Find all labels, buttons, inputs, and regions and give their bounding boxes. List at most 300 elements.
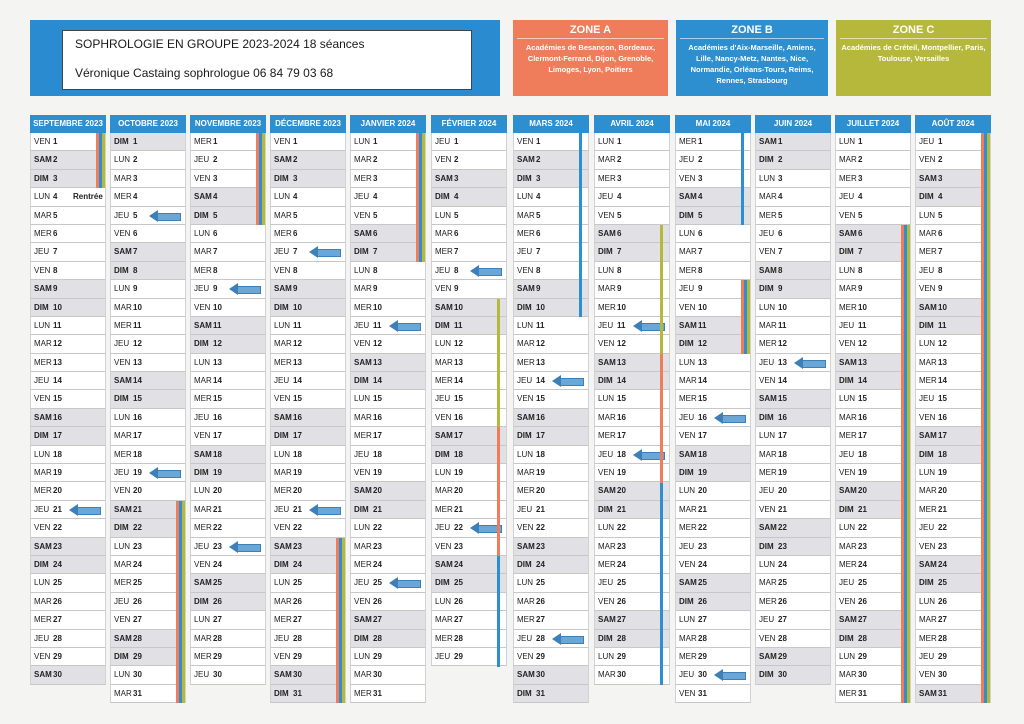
day-row (350, 648, 426, 666)
day-number: 29 (454, 651, 463, 661)
day-number: 21 (617, 504, 626, 514)
day-row (835, 133, 911, 151)
weekday-label: DIM (435, 320, 450, 330)
day-number: 8 (293, 265, 298, 275)
day-row (835, 648, 911, 666)
day-number: 14 (53, 376, 62, 386)
day-row (675, 280, 751, 298)
day-row (431, 280, 507, 298)
weekday-label: DIM (919, 449, 934, 459)
weekday-label: SAM (274, 412, 292, 422)
day-row (270, 207, 346, 225)
weekday-label: DIM (354, 247, 369, 257)
day-number: 4 (617, 192, 622, 202)
day-row (755, 482, 831, 500)
day-row (110, 666, 186, 684)
day-row (835, 170, 911, 188)
day-number: 5 (617, 210, 622, 220)
weekday-label: SAM (679, 578, 697, 588)
day-row (675, 207, 751, 225)
day-row (190, 630, 266, 648)
day-number: 1 (53, 137, 58, 146)
day-number: 25 (213, 578, 222, 588)
day-row (190, 133, 266, 151)
day-row (675, 133, 751, 151)
day-number: 29 (213, 651, 222, 661)
day-row (270, 317, 346, 335)
weekday-label: DIM (919, 320, 934, 330)
day-number: 21 (53, 504, 62, 514)
weekday-label: DIM (759, 541, 774, 551)
day-number: 6 (213, 228, 218, 238)
weekday-label: JEU (354, 320, 370, 330)
weekday-label: SAM (354, 486, 372, 496)
day-row (513, 188, 589, 206)
weekday-label: MAR (839, 412, 857, 422)
day-number: 9 (858, 284, 863, 294)
weekday-label: MER (114, 449, 132, 459)
day-number: 30 (698, 670, 707, 680)
weekday-label: MAR (839, 284, 857, 294)
day-number: 15 (698, 394, 707, 404)
day-row (915, 666, 991, 684)
day-row (915, 519, 991, 537)
day-row (915, 207, 991, 225)
weekday-label: MER (839, 559, 857, 569)
day-row (513, 611, 589, 629)
weekday-label: LUN (114, 284, 131, 294)
weekday-label: DIM (517, 431, 532, 441)
day-number: 17 (373, 431, 382, 441)
weekday-label: VEN (114, 357, 131, 367)
day-row (513, 262, 589, 280)
day-number: 5 (133, 210, 138, 220)
weekday-label: LUN (679, 486, 696, 496)
day-number: 10 (858, 302, 867, 312)
day-number: 11 (133, 320, 142, 330)
day-number: 2 (133, 155, 138, 165)
day-number: 2 (938, 155, 943, 165)
weekday-label: LUN (274, 578, 291, 588)
day-number: 30 (53, 670, 62, 680)
weekday-label: MER (354, 173, 372, 183)
day-number: 6 (778, 228, 783, 238)
day-number: 10 (778, 302, 787, 312)
day-row (30, 538, 106, 556)
day-row (675, 409, 751, 427)
day-number: 9 (698, 284, 703, 294)
zone-c-title: ZONE C (840, 20, 987, 39)
day-row (915, 225, 991, 243)
day-number: 5 (454, 210, 459, 220)
weekday-label: MAR (114, 173, 132, 183)
day-row (270, 685, 346, 703)
weekday-label: VEN (759, 376, 776, 386)
day-row (30, 611, 106, 629)
day-row (513, 482, 589, 500)
day-row (270, 299, 346, 317)
day-number: 8 (53, 265, 58, 275)
weekday-label: DIM (274, 431, 289, 441)
weekday-label: VEN (354, 596, 371, 606)
weekday-label: MER (919, 376, 937, 386)
weekday-label: VEN (354, 468, 371, 478)
day-number: 10 (454, 302, 463, 312)
weekday-label: JEU (435, 265, 451, 275)
day-number: 16 (454, 412, 463, 422)
day-number: 11 (938, 320, 947, 330)
day-row (755, 611, 831, 629)
day-row (755, 593, 831, 611)
day-number: 7 (938, 247, 943, 257)
day-number: 24 (53, 559, 62, 569)
weekday-label: LUN (274, 320, 291, 330)
weekday-label: LUN (354, 265, 371, 275)
day-row (915, 538, 991, 556)
day-number: 27 (858, 615, 867, 625)
day-number: 15 (938, 394, 947, 404)
weekday-label: JEU (839, 192, 855, 202)
day-number: 7 (373, 247, 378, 257)
weekday-label: SAM (839, 357, 857, 367)
day-row (30, 593, 106, 611)
day-number: 9 (133, 284, 138, 294)
weekday-label: JEU (274, 504, 290, 514)
day-row (675, 630, 751, 648)
weekday-label: VEN (114, 615, 131, 625)
day-number: 13 (938, 357, 947, 367)
day-number: 14 (617, 376, 626, 386)
day-number: 20 (536, 486, 545, 496)
weekday-label: DIM (114, 651, 129, 661)
weekday-label: LUN (759, 431, 776, 441)
holiday-bar (907, 225, 910, 703)
weekday-label: VEN (679, 302, 696, 312)
day-number: 17 (133, 431, 142, 441)
day-row (755, 225, 831, 243)
day-row (190, 427, 266, 445)
weekday-label: DIM (34, 431, 49, 441)
day-row (675, 372, 751, 390)
day-row (835, 593, 911, 611)
day-row (30, 574, 106, 592)
day-row (431, 133, 507, 151)
day-row (110, 170, 186, 188)
weekday-label: MAR (274, 596, 292, 606)
day-row (350, 317, 426, 335)
day-row (675, 648, 751, 666)
day-row (594, 611, 670, 629)
weekday-label: VEN (679, 559, 696, 569)
day-number: 10 (536, 302, 545, 312)
weekday-label: MER (354, 688, 372, 698)
day-number: 20 (858, 486, 867, 496)
day-row (915, 685, 991, 703)
weekday-label: LUN (114, 155, 131, 165)
day-number: 22 (293, 523, 302, 533)
weekday-label: VEN (759, 247, 776, 257)
day-number: 16 (617, 412, 626, 422)
day-row (755, 354, 831, 372)
day-row (915, 188, 991, 206)
day-row (755, 243, 831, 261)
day-row (270, 482, 346, 500)
day-number: 27 (373, 615, 382, 625)
day-row (190, 390, 266, 408)
day-row (755, 151, 831, 169)
day-number: 17 (617, 431, 626, 441)
day-number: 22 (698, 523, 707, 533)
day-row (270, 501, 346, 519)
weekday-label: JEU (114, 596, 130, 606)
day-row (270, 556, 346, 574)
weekday-label: MAR (34, 210, 52, 220)
day-number: 6 (373, 228, 378, 238)
weekday-label: MAR (919, 486, 937, 496)
day-number: 30 (536, 670, 545, 680)
day-number: 3 (133, 173, 138, 183)
day-row (350, 151, 426, 169)
month-column (594, 115, 670, 685)
day-number: 7 (454, 247, 459, 257)
weekday-label: VEN (919, 541, 936, 551)
day-row (513, 280, 589, 298)
day-row (190, 262, 266, 280)
day-row (190, 574, 266, 592)
day-number: 6 (617, 228, 622, 238)
day-number: 12 (938, 339, 947, 349)
day-number: 10 (373, 302, 382, 312)
day-row (755, 427, 831, 445)
weekday-label: MAR (679, 504, 697, 514)
day-number: 24 (536, 559, 545, 569)
weekday-label: MAR (839, 155, 857, 165)
weekday-label: DIM (194, 210, 209, 220)
weekday-label: SAM (34, 412, 52, 422)
day-number: 21 (454, 504, 463, 514)
weekday-label: VEN (839, 468, 856, 478)
day-number: 28 (133, 633, 142, 643)
month-header: NOVEMBRE 2023 (190, 115, 266, 133)
day-row (513, 446, 589, 464)
day-number: 15 (536, 394, 545, 404)
weekday-label: VEN (679, 688, 696, 698)
weekday-label: DIM (759, 155, 774, 165)
day-row (270, 409, 346, 427)
zone-a-title: ZONE A (517, 20, 664, 39)
weekday-label: MER (517, 486, 535, 496)
day-row (30, 170, 106, 188)
day-row (190, 593, 266, 611)
weekday-label: MAR (194, 633, 212, 643)
weekday-label: MAR (114, 431, 132, 441)
day-row (350, 574, 426, 592)
day-number: 1 (213, 137, 218, 146)
day-row (110, 593, 186, 611)
day-number: 29 (373, 651, 382, 661)
weekday-label: DIM (435, 192, 450, 202)
weekday-label: SAM (194, 192, 212, 202)
day-number: 24 (698, 559, 707, 569)
day-number: 21 (213, 504, 222, 514)
day-number: 12 (53, 339, 62, 349)
day-number: 30 (293, 670, 302, 680)
weekday-label: SAM (34, 155, 52, 165)
weekday-label: JEU (435, 137, 451, 146)
weekday-label: VEN (679, 431, 696, 441)
weekday-label: LUN (919, 339, 936, 349)
day-number: 22 (133, 523, 142, 533)
day-number: 4 (938, 192, 943, 202)
day-row (755, 335, 831, 353)
day-row (190, 188, 266, 206)
weekday-label: MER (354, 559, 372, 569)
weekday-label: MAR (34, 596, 52, 606)
day-number: 28 (778, 633, 787, 643)
weekday-label: DIM (598, 376, 613, 386)
day-row (513, 574, 589, 592)
day-row (431, 207, 507, 225)
weekday-label: VEN (759, 633, 776, 643)
weekday-label: SAM (517, 155, 535, 165)
weekday-label: VEN (194, 431, 211, 441)
weekday-label: VEN (517, 137, 534, 146)
day-number: 8 (133, 265, 138, 275)
day-row (30, 243, 106, 261)
weekday-label: SAM (274, 541, 292, 551)
day-row (431, 354, 507, 372)
day-row (755, 630, 831, 648)
day-number: 17 (858, 431, 867, 441)
weekday-label: SAM (919, 173, 937, 183)
day-number: 13 (373, 357, 382, 367)
day-row (350, 262, 426, 280)
day-row (190, 611, 266, 629)
day-number: 7 (698, 247, 703, 257)
day-row (350, 630, 426, 648)
day-number: 15 (858, 394, 867, 404)
day-row (110, 409, 186, 427)
weekday-label: MAR (34, 468, 52, 478)
weekday-label: LUN (598, 265, 615, 275)
day-row (513, 390, 589, 408)
day-row (270, 611, 346, 629)
day-row (594, 464, 670, 482)
weekday-label: JEU (919, 651, 935, 661)
weekday-label: MER (114, 320, 132, 330)
day-row (835, 317, 911, 335)
weekday-label: MER (598, 302, 616, 312)
day-row (835, 188, 911, 206)
day-number: 23 (778, 541, 787, 551)
day-number: 21 (778, 504, 787, 514)
day-row (513, 464, 589, 482)
weekday-label: SAM (114, 376, 132, 386)
day-number: 1 (454, 137, 459, 146)
day-row (190, 151, 266, 169)
day-number: 5 (536, 210, 541, 220)
day-number: 28 (454, 633, 463, 643)
weekday-label: MER (839, 302, 857, 312)
weekday-label: LUN (598, 523, 615, 533)
day-row (594, 427, 670, 445)
month-column (190, 115, 266, 685)
month-column (350, 115, 426, 703)
day-number: 26 (778, 596, 787, 606)
day-number: 18 (373, 449, 382, 459)
day-row (594, 262, 670, 280)
day-row (915, 630, 991, 648)
day-number: 2 (373, 155, 378, 165)
day-row (594, 317, 670, 335)
day-number: 28 (373, 633, 382, 643)
day-number: 16 (858, 412, 867, 422)
day-row (594, 354, 670, 372)
day-number: 16 (698, 412, 707, 422)
month-header: AOÛT 2024 (915, 115, 991, 133)
weekday-label: DIM (679, 468, 694, 478)
day-number: 20 (213, 486, 222, 496)
day-number: 11 (617, 320, 626, 330)
day-number: 3 (373, 173, 378, 183)
day-row (30, 666, 106, 684)
weekday-label: VEN (919, 284, 936, 294)
day-number: 22 (617, 523, 626, 533)
weekday-label: LUN (679, 357, 696, 367)
day-number: 11 (213, 320, 222, 330)
weekday-label: MER (274, 615, 292, 625)
day-row (270, 225, 346, 243)
day-row (350, 409, 426, 427)
day-row (835, 685, 911, 703)
weekday-label: VEN (114, 228, 131, 238)
day-row (755, 280, 831, 298)
weekday-label: DIM (759, 412, 774, 422)
day-number: 9 (617, 284, 622, 294)
weekday-label: DIM (274, 173, 289, 183)
day-number: 23 (454, 541, 463, 551)
holiday-bar (747, 280, 750, 354)
day-row (110, 280, 186, 298)
day-row (30, 372, 106, 390)
day-row (835, 390, 911, 408)
weekday-label: LUN (839, 394, 856, 404)
day-number: 4 (373, 192, 378, 202)
day-number: 29 (617, 651, 626, 661)
weekday-label: DIM (354, 376, 369, 386)
day-number: 23 (293, 541, 302, 551)
weekday-label: MAR (517, 210, 535, 220)
weekday-label: DIM (354, 633, 369, 643)
weekday-label: LUN (598, 651, 615, 661)
zone-b-legend (676, 20, 828, 96)
day-number: 30 (858, 670, 867, 680)
day-row (270, 519, 346, 537)
day-row (594, 409, 670, 427)
day-number: 7 (293, 247, 298, 257)
day-number: 17 (53, 431, 62, 441)
weekday-label: DIM (839, 376, 854, 386)
day-number: 5 (373, 210, 378, 220)
weekday-label: MAR (517, 596, 535, 606)
weekday-label: MER (34, 486, 52, 496)
day-number: 9 (53, 284, 58, 294)
month-header: DÉCEMBRE 2023 (270, 115, 346, 133)
weekday-label: MAR (194, 247, 212, 257)
day-number: 3 (53, 173, 58, 183)
day-row (190, 519, 266, 537)
day-number: 26 (373, 596, 382, 606)
